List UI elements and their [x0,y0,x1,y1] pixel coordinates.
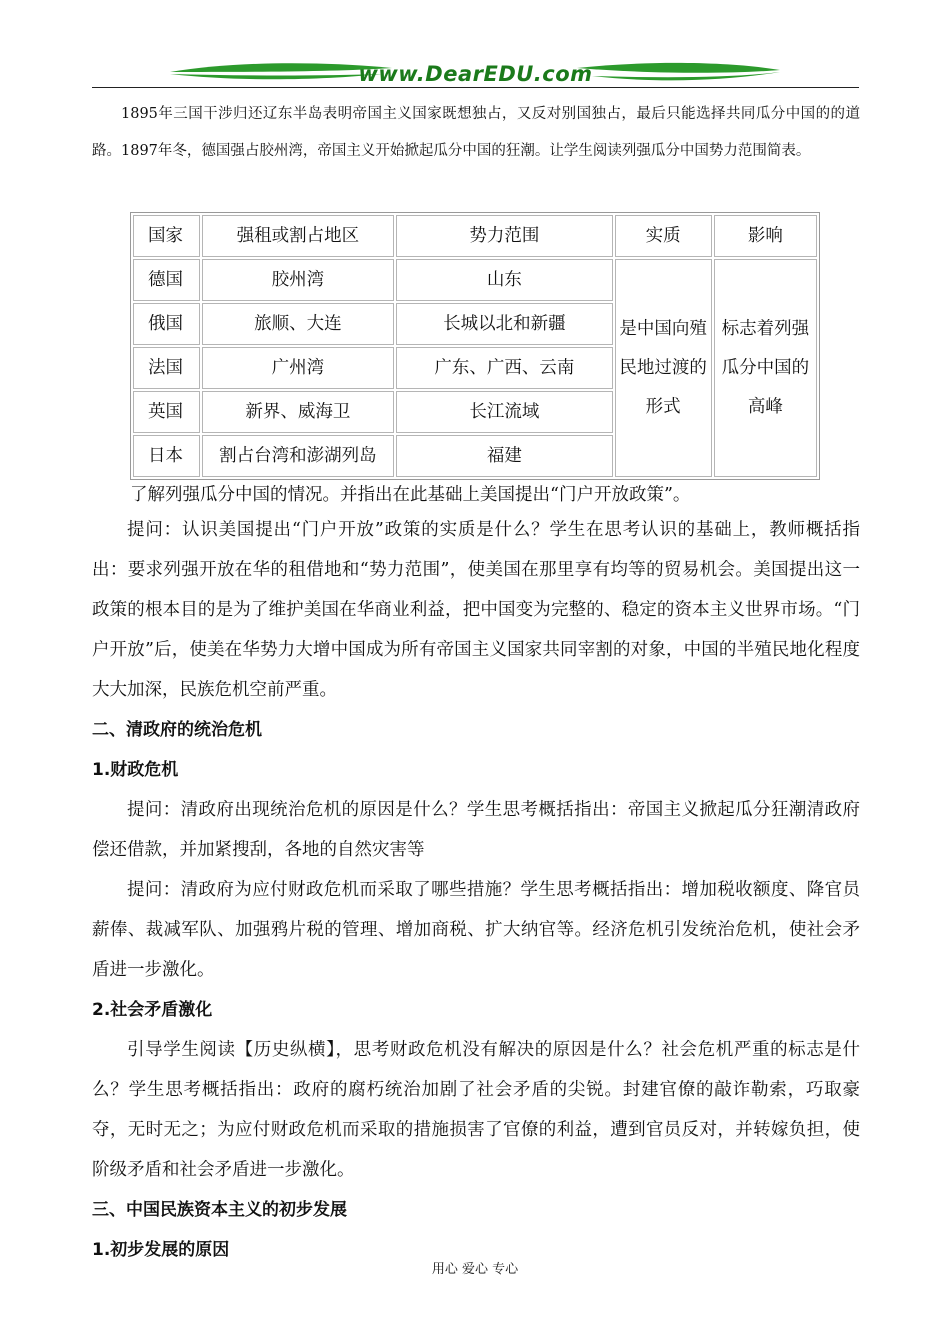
question-3-paragraph: 引导学生阅读【历史纵横】，思考财政危机没有解决的原因是什么？社会危机严重的标志是什么？学生思考概括指出：政府的腐朽统治加剧了社会矛盾的尖锐。封建官僚的敲诈勒索，巧取豪夺，无时无之；为应付财政危机而采取的措施损害了官僚的利益，遭到官员反对，并转嫁负担，使阶级矛盾和社会矛盾进一步激化。 [92,1040,860,1180]
table-cell-area: 新界、威海卫 [202,391,394,433]
header-rule [92,87,859,88]
after-table-text: 了解列强瓜分中国的情况。并指出在此基础上美国提出“门户开放政策”。 [130,485,691,505]
table-cell-area: 胶州湾 [202,259,394,301]
table-cell-country: 日本 [133,435,200,477]
section-2-subtitle-2: 2.社会矛盾激化 [92,1000,213,1020]
table-cell-country: 俄国 [133,303,200,345]
section-2-subtitle-1: 1.财政危机 [92,760,179,780]
table-cell-sphere: 山东 [396,259,613,301]
table-cell-sphere: 广东、广西、云南 [396,347,613,389]
section-3-title: 三、中国民族资本主义的初步发展 [92,1200,347,1220]
header-site-name: www.DearEDU.com [358,62,593,86]
section-3-subtitle-1: 1.初步发展的原因 [92,1240,230,1260]
spheres-of-influence-table [131,213,819,479]
table-header-cell: 强租或割占地区 [202,215,394,257]
table-header-cell: 实质 [615,215,712,257]
spheres-table-wrapper [130,212,820,480]
table-header-row [133,215,817,257]
table-cell-country: 德国 [133,259,200,301]
table-cell-country: 法国 [133,347,200,389]
table-cell-impact: 标志着列强瓜分中国的高峰 [714,259,817,477]
table-header-cell: 国家 [133,215,200,257]
question-2-paragraph: 提问：清政府为应付财政危机而采取了哪些措施？学生思考概括指出：增加税收额度、降官员薪俸、裁减军队、加强鸦片税的管理、增加商税、扩大纳官等。经济危机引发统治危机，使社会矛盾进一步激化。 [92,880,860,980]
intro-paragraph: 1895年三国干涉归还辽东半岛表明帝国主义国家既想独占，又反对别国独占，最后只能选择共同瓜分中国的的道路。1897年冬，德国强占胶州湾，帝国主义开始掀起瓜分中国的狂潮。让学生阅读列强瓜分中国势力范围简表。 [92,106,860,159]
table-row [133,259,817,301]
open-door-paragraph: 提问：认识美国提出“门户开放”政策的实质是什么？学生在思考认识的基础上，教师概括指出：要求列强开放在华的租借地和“势力范围”，使美国在那里享有均等的贸易机会。美国提出这一政策的根本目的是为了维护美国在华商业利益，把中国变为完整的、稳定的资本主义世界市场。“门户开放”后，使美在华势力大增中国成为所有帝国主义国家共同宰割的对象，中国的半殖民地化程度大大加深，民族危机空前严重。 [92,520,860,700]
section-2-title: 二、清政府的统治危机 [92,720,262,740]
table-cell-sphere: 长江流域 [396,391,613,433]
table-cell-country: 英国 [133,391,200,433]
table-header-cell: 势力范围 [396,215,613,257]
document-body [92,96,860,170]
page-header [92,58,859,90]
table-cell-area: 割占台湾和澎湖列岛 [202,435,394,477]
table-cell-sphere: 长城以北和新疆 [396,303,613,345]
table-cell-area: 广州湾 [202,347,394,389]
table-cell-essence: 是中国向殖民地过渡的形式 [615,259,712,477]
document-body-lower [92,510,860,1270]
table-header-cell: 影响 [714,215,817,257]
question-1-paragraph: 提问：清政府出现统治危机的原因是什么？学生思考概括指出：帝国主义掀起瓜分狂潮清政府偿还借款，并加紧搜刮，各地的自然灾害等 [92,800,860,860]
page-footer: 用心 爱心 专心 [431,1262,519,1277]
table-cell-sphere: 福建 [396,435,613,477]
table-cell-area: 旅顺、大连 [202,303,394,345]
